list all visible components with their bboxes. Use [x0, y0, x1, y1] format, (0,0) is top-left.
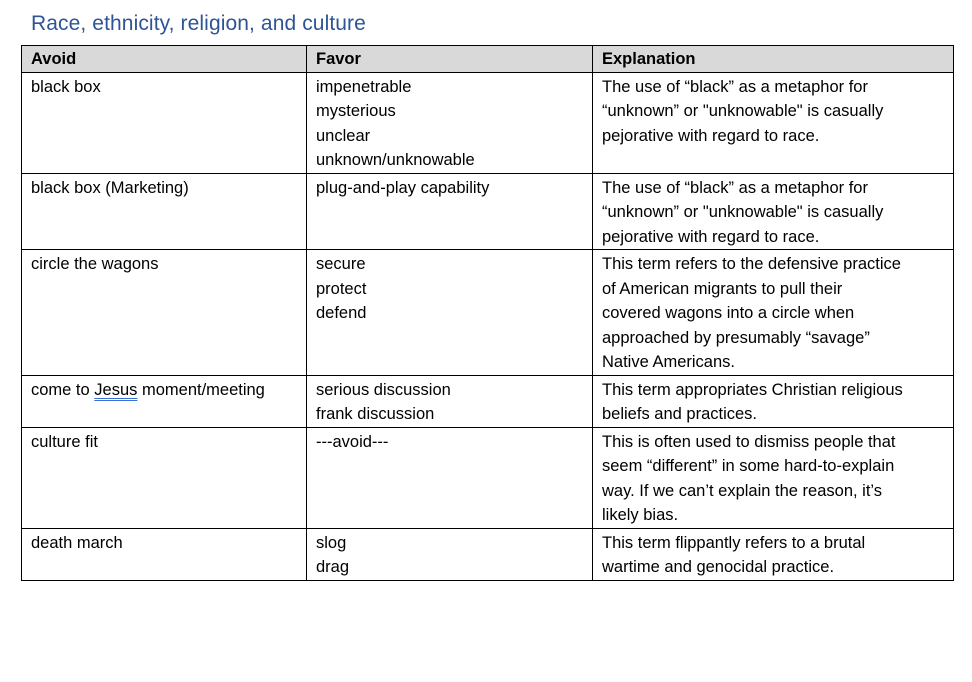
avoid-term: death march [31, 533, 123, 552]
avoid-cell [22, 173, 307, 250]
favor-term: impenetrable [316, 77, 412, 96]
avoid-term: culture fit [31, 432, 98, 451]
column-header-avoid: Avoid [22, 46, 307, 73]
avoid-term-part: come to [31, 380, 95, 399]
table-header-row [22, 46, 954, 73]
explanation-cell [593, 375, 954, 427]
explanation-line: way. If we can’t explain the reason, it’s [602, 481, 883, 500]
avoid-cell [22, 427, 307, 528]
explanation-line: “unknown” or "unknowable" is casually [602, 102, 884, 120]
avoid-cell [22, 528, 307, 580]
explanation-cell [593, 427, 954, 528]
section-heading: Race, ethnicity, religion, and culture [31, 12, 366, 35]
explanation-line: “unknown” or "unknowable" is casually [602, 203, 884, 221]
favor-cell [307, 173, 593, 250]
explanation-line: This term appropriates Christian religious [602, 380, 903, 399]
table-row [22, 250, 954, 376]
favor-cell [307, 528, 593, 580]
table-row [22, 528, 954, 580]
favor-term: protect [316, 279, 367, 298]
favor-term: serious discussion [316, 380, 451, 399]
explanation-cell [593, 528, 954, 580]
favor-term: frank discussion [316, 405, 435, 423]
terminology-table [21, 45, 954, 581]
explanation-line: pejorative with regard to race. [602, 227, 820, 246]
avoid-cell [22, 72, 307, 173]
favor-term: mysterious [316, 102, 396, 120]
table-row [22, 72, 954, 173]
spellcheck-marked-word[interactable]: Jesus [94, 380, 138, 399]
explanation-line: The use of “black” as a metaphor for [602, 77, 868, 96]
favor-term: unclear [316, 126, 371, 145]
avoid-cell [22, 375, 307, 427]
favor-cell [307, 250, 593, 376]
avoid-term [31, 378, 297, 403]
favor-term: plug-and-play capability [316, 178, 490, 197]
explanation-line: wartime and genocidal practice. [602, 558, 835, 576]
table-row [22, 375, 954, 427]
explanation-cell [593, 250, 954, 376]
avoid-term-part: moment/meeting [137, 380, 265, 399]
favor-term: secure [316, 255, 366, 273]
table-row [22, 427, 954, 528]
favor-cell [307, 375, 593, 427]
favor-term: defend [316, 304, 367, 322]
explanation-line: approached by presumably “savage” [602, 328, 870, 347]
explanation-line: seem “different” in some hard-to-explain [602, 457, 895, 475]
explanation-line: of American migrants to pull their [602, 279, 843, 298]
explanation-line: This term refers to the defensive practice [602, 255, 901, 273]
favor-term: drag [316, 558, 350, 576]
explanation-line: likely bias. [602, 506, 679, 524]
explanation-line: pejorative with regard to race. [602, 126, 820, 145]
favor-term: slog [316, 533, 347, 552]
explanation-line: This is often used to dismiss people that [602, 432, 896, 451]
avoid-cell [22, 250, 307, 376]
explanation-line: This term flippantly refers to a brutal [602, 533, 866, 552]
explanation-cell [593, 173, 954, 250]
explanation-cell [593, 72, 954, 173]
column-header-favor: Favor [307, 46, 593, 73]
explanation-line: Native Americans. [602, 353, 735, 371]
favor-cell [307, 427, 593, 528]
avoid-term: black box (Marketing) [31, 178, 189, 197]
explanation-line: covered wagons into a circle when [602, 304, 855, 322]
column-header-explanation: Explanation [593, 46, 954, 73]
avoid-term: black box [31, 77, 101, 96]
favor-term: unknown/unknowable [316, 151, 475, 169]
favor-term: ---avoid--- [316, 432, 389, 451]
explanation-line: The use of “black” as a metaphor for [602, 178, 868, 197]
explanation-line: beliefs and practices. [602, 405, 758, 423]
table-row [22, 173, 954, 250]
favor-cell [307, 72, 593, 173]
avoid-term: circle the wagons [31, 255, 159, 273]
